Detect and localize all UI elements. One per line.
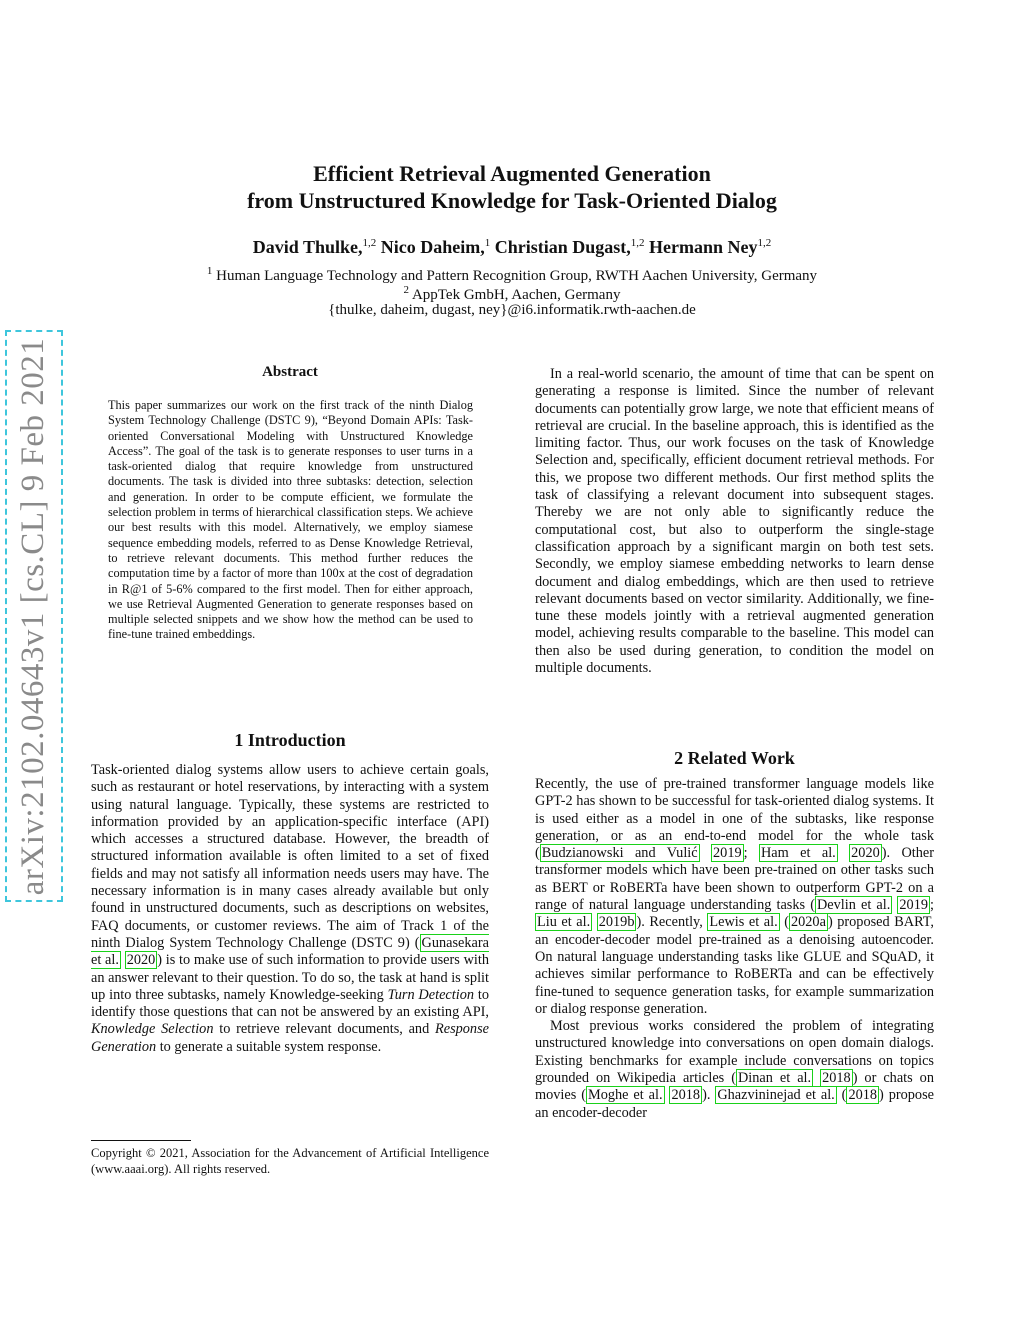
related-paragraph-2: Most previous works considered the problem of integrating unstructured knowledge into conversations on open domain dialogs. Existing benchmarks for example include conversations on topics grounded on Wikipedia articles ( Dinan et al. 2018 ) or chats on movies ( Moghe et al. 2018 ). Ghazvininejad et al. ( 2018 ) propose an encoder-decoder: [535, 1018, 934, 1121]
intro-emphasis: Turn Detection: [387, 986, 475, 1003]
related-text: ) or chats on movies (: [535, 1070, 934, 1104]
title-line-1: Efficient Retrieval Augmented Generation: [313, 161, 711, 186]
related-text: Most previous works considered the problem of integrating unstructured knowledge into conversations on open domain dialogs. Existing benchmarks for example include conversations on topics grounded on Wikipedia articles (: [535, 1018, 934, 1087]
affiliation-1-sup: 1: [206, 265, 213, 277]
citation-link[interactable]: Ham et al.: [760, 845, 836, 862]
citation-link[interactable]: 2019: [713, 845, 742, 862]
intro-emphasis: Knowledge Selection: [91, 1021, 214, 1038]
affiliation-2: [0, 284, 1024, 304]
citation-link[interactable]: Liu et al.: [537, 914, 591, 931]
intro-section: [91, 762, 489, 1056]
citation-link[interactable]: Gunasekara et al.: [91, 934, 489, 969]
related-text: ;: [743, 845, 759, 862]
related-text: ). Recently,: [636, 914, 708, 931]
citation-link[interactable]: 2020: [126, 952, 156, 969]
author-list: [0, 237, 1024, 258]
citation-link[interactable]: 2019: [899, 897, 928, 914]
author-name: Hermann Ney: [649, 237, 758, 257]
intro-paragraph: [91, 762, 489, 1056]
affiliation-2-sup: 2: [403, 284, 410, 296]
affiliation-1-text: Human Language Technology and Pattern Recognition Group, RWTH Aachen University, Germany: [216, 268, 818, 284]
abstract-text: This paper summarizes our work on the first track of the ninth Dialog System Technology Challenge (DSTC 9), “Beyond Domain APIs: Task-oriented Conversational Modeling with Unstructured Knowledge Access”. The goal of the task is to generate responses to user turns in a task-oriented dialog that require knowledge from unstructured documents. The task is divided into three subtasks: detection, selection and generation. In order to be compute efficient, we formulate the selection problem in terms of hierarchical classification steps. We achieve our best results with this model. Alternatively, we employ siamese sequence embedding models, referred to as Dense Knowledge Retrieval, to retrieve relevant documents. This method further reduces the computation time by a factor of more than 100x at the cost of degradation in R@1 of 5-6% compared to the first model. Then for either approach, we use Retrieval Augmented Generation to generate responses based on multiple selected snippets and we show how the method can be used to fine-tune trained embeddings.: [108, 398, 473, 642]
intro-emphasis: Response Generation: [91, 1021, 489, 1055]
citation-link[interactable]: 2020a: [790, 914, 826, 931]
intro-continuation-paragraph: In a real-world scenario, the amount of time that can be spent on generating a response is limited. Since the number of relevant documents can potentially grow large, we note that efficient means of retrieval are crucial. In the baseline approach, this is identified as the limiting factor. Thus, our work focuses on the task of Knowledge Selection and, specifically, efficient document retrieval methods. For this, we propose two different methods. Our first method splits the task of classifying a relevant document into subsequent stages. Thereby we are not only able to significantly reduce the computational cost, but also to outperform the single-stage classification approach by a significant margin on both test sets. Secondly, we employ siamese embedding networks to learn dense document and dialog embeddings, which are then used to retrieve relevant documents based on vector similarity. Additionally, we fine-tune these models jointly with a retrieval augmented generation model, achieving results comparable to the baseline. This model can then also be used during generation, to condition the model on multiple documents.: [535, 366, 934, 677]
citation-link[interactable]: 2019b: [598, 914, 635, 931]
citation-link[interactable]: Ghazvininejad et al.: [717, 1087, 835, 1104]
related-text: ).: [702, 1087, 716, 1104]
citation-link[interactable]: 2018: [822, 1070, 851, 1087]
author-name: David Thulke,: [252, 237, 363, 257]
citation-link[interactable]: Budzianowski and Vulić: [541, 845, 698, 862]
citation-link[interactable]: 2018: [671, 1087, 701, 1104]
author-emails: {thulke, daheim, dugast, ney}@i6.informatik.rwth-aachen.de: [328, 302, 696, 318]
intro-text: Task-oriented dialog systems allow users to achieve certain goals, such as restaurant or hotel reservations, by interacting with a system using natural language. Typically, these systems are restricted to information provided by an application-specific interface (API) which accesses a structured database. However, the breadth of structured information available is often limited to a set of fixed fields and may not satisfy all information needs users may have. The necessary information is in many cases already available but only found in unstructured documents, such as descriptions on websites, FAQ documents, or customer reviews. The aim of Track 1 of the ninth Dialog System Technology Challenge (DSTC 9) (: [91, 762, 489, 951]
related-text: Recently, the use of pre-trained transformer language models like GPT-2 has shown to be successful for task-oriented dialog systems. It is used either as a model in one of the subtasks, like response generation, or as an end-to-end model for the whole task (: [535, 776, 934, 862]
related-text: ) proposed BART, an encoder-decoder model pre-trained as a denoising autoencoder. On natural language understanding tasks like GLUE and SQuAD, it achieves similar performance to RoBERTa and can be effectively fine-tuned to sequence generation tasks, for example summarization or dialog response generation.: [535, 914, 934, 1017]
related-paragraph: Recently, the use of pre-trained transformer language models like GPT-2 has shown to be successful for task-oriented dialog systems. It is used either as a model in one of the subtasks, like response generation, or as an end-to-end model for the whole task ( Budzianowski and Vulić 2019 ; Ham et al. 2020 ). Other transformer models which have been pre-trained on other tasks such as BERT or RoBERTa have been shown to outperform GPT-2 on a range of natural language understanding tasks ( Devlin et al. 2019 ; Liu et al. 2019b ). Recently, Lewis et al. ( 2020a ) proposed BART, an encoder-decoder model pre-trained as a denoising autoencoder. On natural language understanding tasks like GLUE and SQuAD, it achieves similar performance to RoBERTa and can be effectively fine-tuned to sequence generation tasks, for example summarization or dialog response generation.: [535, 776, 935, 1017]
author-name: Christian Dugast,: [494, 237, 631, 257]
affiliation-2-text: AppTek GmbH, Aachen, Germany: [411, 287, 621, 303]
citation-link[interactable]: Dinan et al.: [737, 1070, 812, 1087]
citation-link[interactable]: Moghe et al.: [587, 1087, 663, 1104]
footnote-rule: [91, 1140, 191, 1141]
abstract-heading: Abstract: [262, 364, 318, 380]
related-text: ). Other transformer models which have been pre-trained on other tasks such as BERT or RoBERTa have been shown to outperform GPT-2 on a range of natural language understanding tasks (: [535, 845, 935, 914]
affiliation-1: [0, 265, 1024, 285]
related-text: ;: [930, 897, 934, 914]
author-affil-sup: 1,2: [362, 237, 377, 249]
author-affil-sup: 1,2: [757, 237, 772, 249]
related-work-heading: 2 Related Work: [674, 748, 795, 768]
related-text: ) propose an encoder-decoder: [535, 1087, 934, 1121]
citation-link[interactable]: Lewis et al.: [709, 914, 778, 931]
citation-link[interactable]: 2020: [851, 845, 880, 862]
author-affil-sup: 1,2: [630, 237, 645, 249]
copyright-notice: Copyright © 2021, Association for the Advancement of Artificial Intelligence (www.aaai.org). All rights reserved.: [91, 1146, 489, 1176]
arxiv-id: arXiv:2102.04643v1 [cs.CL] 9 Feb 2021: [15, 337, 52, 895]
intro-text: to identify those questions that can not be answered by an existing API,: [91, 986, 489, 1021]
author-name: Nico Daheim,: [380, 237, 485, 257]
intro-text: ) is to make use of such information to provide users with an answer relevant to their question. To do so, the task at hand is split up into three subtasks, namely Knowledge-seeking: [91, 952, 489, 1003]
intro-text: to generate a suitable system response.: [156, 1038, 382, 1055]
arxiv-stamp[interactable]: [5, 330, 63, 902]
intro-heading: 1 Introduction: [234, 730, 346, 750]
citation-link[interactable]: 2018: [848, 1087, 878, 1104]
paper-title: [0, 160, 1024, 214]
citation-link[interactable]: Devlin et al.: [816, 897, 891, 914]
title-line-2: from Unstructured Knowledge for Task-Oriented Dialog: [247, 188, 777, 213]
related-work-section: [535, 776, 934, 1122]
author-affil-sup: 1: [484, 237, 491, 249]
intro-text: to retrieve relevant documents, and: [213, 1021, 435, 1038]
right-column-intro: [535, 366, 934, 677]
